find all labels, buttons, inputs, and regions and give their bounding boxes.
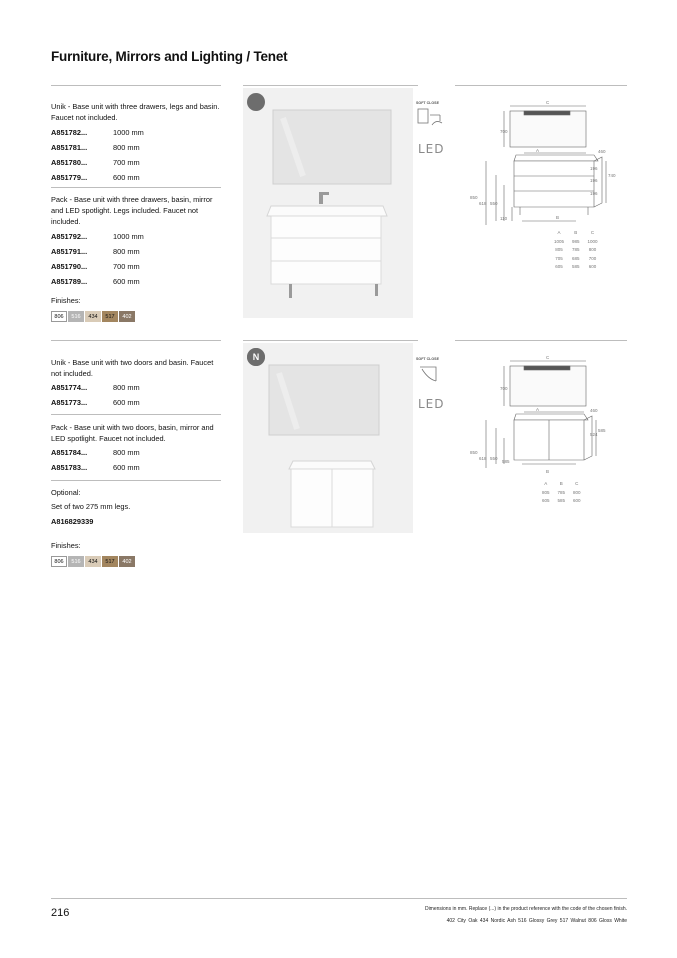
divider (243, 340, 418, 341)
dim-label-585: 585 (502, 459, 510, 464)
dim-label-618: 618 (479, 201, 487, 206)
product-size: 800 mm (113, 383, 140, 392)
dim-label-550: 550 (490, 456, 498, 461)
product-code: A851784... (51, 448, 88, 457)
dim-label-c: C (546, 355, 550, 360)
finish-swatch-434: 434 (85, 556, 101, 567)
dim-label-700: 700 (500, 386, 508, 391)
table-cell: 785 (557, 489, 566, 495)
product-row (51, 398, 140, 413)
product-row (51, 158, 144, 173)
soft-close-feature (416, 357, 446, 387)
soft-close-feature (416, 101, 446, 131)
soft-close-icon (416, 105, 446, 129)
divider (455, 340, 627, 341)
product-size: 800 mm (113, 143, 140, 152)
product-row (51, 232, 144, 247)
product-row (51, 128, 144, 143)
table-cell: 800 (573, 489, 581, 495)
product-row (51, 173, 144, 188)
product-code: A851773... (51, 398, 88, 407)
led-label: LED (418, 397, 445, 411)
table-cell: 800 (588, 247, 597, 252)
dim-label-a: A (536, 407, 540, 412)
dim-label-460: 460 (590, 408, 598, 413)
product-row (51, 448, 140, 463)
table-header-cell: B (574, 230, 578, 235)
product-code: A851782... (51, 128, 88, 137)
product-size: 600 mm (113, 398, 140, 407)
table-cell: 585 (557, 498, 566, 503)
product-code-list (51, 383, 140, 413)
table-header-cell: A (544, 481, 548, 486)
product-description: Pack - Base unit with two doors, basin, mirror and LED spotlight. Faucet not included. (51, 423, 214, 443)
finish-swatches (51, 311, 136, 322)
dim-label-196: 196 (590, 178, 598, 183)
product-code: A851790... (51, 262, 88, 271)
dim-label-700: 700 (500, 129, 508, 134)
dim-label-740: 740 (608, 173, 616, 178)
product-image-drawers (243, 88, 413, 318)
table-cell: 985 (572, 238, 580, 244)
dim-label-585: 585 (598, 428, 606, 433)
divider (51, 187, 221, 188)
led-label: LED (418, 142, 445, 156)
divider (243, 85, 418, 86)
dim-label-460: 460 (598, 149, 606, 154)
product-row (51, 277, 144, 292)
table-header-cell: B (559, 481, 563, 486)
product-code: A851781... (51, 143, 88, 152)
footer-note: Dimensions in mm. Replace (...) in the product reference with the code of the chosen finish. (424, 906, 627, 912)
product-row (51, 143, 144, 158)
soft-close-icon (416, 361, 446, 385)
product-size: 600 mm (113, 463, 140, 472)
dim-label-a: A (536, 148, 540, 153)
product-code: A851774... (51, 383, 88, 392)
dim-label-c: C (546, 100, 550, 105)
table-cell: 600 (588, 264, 597, 269)
product-size: 600 mm (113, 277, 140, 286)
product-size: 800 mm (113, 448, 140, 457)
dim-label-524: 524 (590, 432, 598, 437)
product-size: 700 mm (113, 158, 140, 167)
product-size: 700 mm (113, 262, 140, 271)
product-size: 1000 mm (113, 128, 144, 137)
product-code-list (51, 448, 140, 478)
product-code: A851780... (51, 158, 88, 167)
table-header-cell: C (575, 481, 579, 486)
divider (51, 480, 221, 481)
product-size: 800 mm (113, 247, 140, 256)
finish-swatch-806: 806 (51, 556, 67, 567)
table-header-cell: C (590, 230, 595, 235)
finish-swatch-517: 517 (102, 311, 118, 322)
finish-swatch-402: 402 (119, 556, 135, 567)
finishes-label: Finishes: (51, 541, 81, 550)
dim-label-550: 550 (490, 201, 498, 206)
product-code: A851792... (51, 232, 88, 241)
optional-description: Set of two 275 mm legs. (51, 502, 131, 511)
dim-label-850: 850 (470, 450, 478, 455)
divider (51, 85, 221, 86)
divider (455, 85, 627, 86)
optional-code: A816829339 (51, 517, 94, 526)
page-number: 216 (51, 907, 70, 919)
table-header-cell: A (557, 230, 561, 235)
table-cell: 585 (572, 264, 580, 269)
dim-label-196: 196 (590, 166, 598, 171)
dim-label-b: B (556, 215, 560, 220)
technical-drawing-doors (466, 350, 616, 480)
table-cell: 600 (573, 498, 581, 503)
new-badge: N (247, 348, 265, 366)
table-cell: 1000 (587, 238, 598, 244)
product-size: 1000 mm (113, 232, 144, 241)
product-row (51, 463, 140, 478)
finish-swatch-806: 806 (51, 311, 67, 322)
page-title: Furniture, Mirrors and Lighting / Tenet (51, 49, 288, 64)
product-code: A851779... (51, 173, 88, 182)
dimension-table (549, 228, 603, 273)
product-row (51, 383, 140, 398)
product-size: 600 mm (113, 173, 140, 182)
dim-label-618: 618 (479, 456, 487, 461)
product-row (51, 247, 144, 262)
divider (51, 340, 221, 341)
finish-swatch-516: 516 (68, 311, 84, 322)
table-cell: 805 (555, 247, 563, 252)
soft-close-label: SOFT CLOSE (416, 101, 439, 105)
table-cell: 1005 (554, 238, 565, 244)
dim-label-110: 110 (500, 216, 508, 221)
table-cell: 805 (542, 489, 550, 495)
table-cell: 700 (588, 255, 597, 261)
dim-label-850: 850 (470, 195, 478, 200)
optional-label: Optional: (51, 488, 81, 497)
finish-swatch-517: 517 (102, 556, 118, 567)
finish-swatch-402: 402 (119, 311, 135, 322)
finishes-label: Finishes: (51, 296, 81, 305)
product-code: A851791... (51, 247, 88, 256)
footer-divider (51, 898, 627, 899)
dim-label-b: B (546, 469, 550, 474)
product-row (51, 262, 144, 277)
soft-close-label: SOFT CLOSE (416, 357, 439, 361)
table-cell: 785 (572, 247, 580, 252)
product-description: Unik - Base unit with two doors and basin. Faucet not included. (51, 358, 214, 378)
divider (51, 414, 221, 415)
product-description: Unik - Base unit with three drawers, legs and basin. Faucet not included. (51, 102, 220, 122)
table-cell: 705 (555, 255, 563, 261)
product-code-list (51, 232, 144, 292)
product-description: Pack - Base unit with three drawers, basin, mirror and LED spotlight. Legs included. Faucet not included. (51, 195, 213, 226)
table-cell: 605 (542, 498, 550, 503)
product-code: A851789... (51, 277, 88, 286)
finish-legend: 402 City Oak 434 Nordic Ash 516 Glossy Grey 517 Walnut 806 Gloss White (446, 918, 627, 924)
table-cell: 685 (572, 255, 580, 261)
dimension-table (537, 479, 586, 507)
finish-swatch-434: 434 (85, 311, 101, 322)
product-code-list (51, 128, 144, 188)
finish-swatches (51, 556, 136, 567)
product-code: A851783... (51, 463, 88, 472)
product-image-doors (243, 343, 413, 533)
dim-label-196: 196 (590, 191, 598, 196)
table-cell: 605 (555, 264, 563, 269)
finish-swatch-516: 516 (68, 556, 84, 567)
